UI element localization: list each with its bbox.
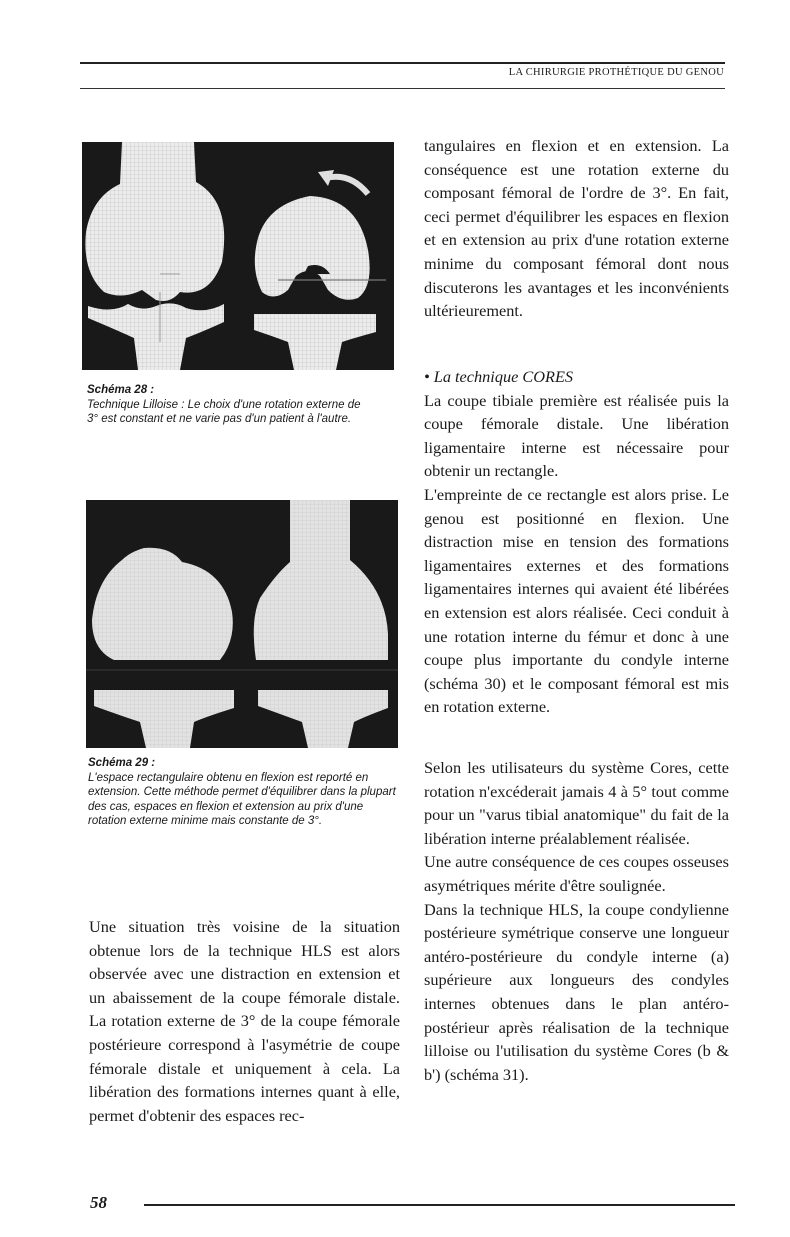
body-paragraph: Dans la technique HLS, la coupe condylienne postérieure symétrique conserve une longueur antéro-postérieure du condyle interne (a) supérieure aux longueurs des condyles internes obtenues dans le plan antéro-postérieur après réalisation de la technique lilloise ou l'utilisation du système Cores (b & b') (schéma 31). bbox=[424, 899, 729, 1084]
body-paragraph: Une autre conséquence de ces coupes osseuses asymétriques mérite d'être soulignée. bbox=[424, 852, 729, 895]
caption-title: Schéma 28 : bbox=[87, 384, 155, 396]
figure-29-knee-diagram bbox=[86, 500, 398, 748]
running-header: LA CHIRURGIE PROTHÉTIQUE DU GENOU bbox=[508, 67, 724, 78]
body-paragraph: Une situation très voisine de la situation obtenue lors de la technique HLS est alors observée avec une distraction en extension et un abaissement de la coupe fémorale distale. La rotation externe de 3° de la coupe fémorale postérieure correspond à l'asymétrie de coupe fémorale distale et uniquement à cela. La libération des formations internes quant à elle, permet d'obtenir des espaces rec- bbox=[89, 917, 400, 1125]
cores-section bbox=[424, 365, 729, 719]
caption-text: Technique Lilloise : Le choix d'une rotation externe de 3° est constant et ne varie pas d'un patient à l'autre. bbox=[87, 398, 361, 425]
page-number: 58 bbox=[90, 1193, 107, 1212]
figure-28-drawing bbox=[82, 142, 394, 370]
right-column-continuation bbox=[424, 134, 729, 323]
figure-28-knee-diagram bbox=[82, 142, 394, 370]
left-column-text bbox=[89, 915, 400, 1127]
figure-29-drawing bbox=[86, 500, 398, 748]
section-heading: • La technique CORES bbox=[424, 367, 574, 386]
users-section bbox=[424, 756, 729, 1086]
figure-29-caption bbox=[88, 756, 401, 829]
caption-text: L'espace rectangulaire obtenu en flexion est reporté en extension. Cette méthode permet d'équilibrer dans la plupart des cas, espaces en flexion et extension au prix d'une rotation externe minime mais constante de 3°. bbox=[88, 771, 396, 827]
body-paragraph: L'empreinte de ce rectangle est alors prise. Le genou est positionné en flexion. Une distraction mise en tension des formations ligamentaires externes et des formations ligamentaires internes qui avaient été libérées en extension est alors réalisée. Ceci conduit à une rotation interne du fémur et donc à une coupe plus importante du condyle interne (schéma 30) et le composant fémoral est mis en rotation externe. bbox=[424, 484, 729, 717]
header-divider bbox=[80, 88, 725, 89]
footer-rule bbox=[144, 1204, 735, 1206]
figure-28-caption bbox=[87, 383, 369, 427]
caption-title: Schéma 29 : bbox=[88, 757, 156, 769]
body-paragraph: Selon les utilisateurs du système Cores, cette rotation n'excéderait jamais 4 à 5° tout comme pour un "varus tibial anatomique" du fait de la libération interne préalablement réalisée. bbox=[424, 758, 729, 848]
body-paragraph: tangulaires en flexion et en extension. La conséquence est une rotation externe du composant fémoral de l'ordre de 3°. En fait, ceci permet d'équilibrer les espaces en flexion et en extension au prix d'une rotation externe minime du composant fémoral dont nous discuterons les avantages et les inconvénients ultérieurement. bbox=[424, 136, 729, 321]
header-rule bbox=[80, 62, 725, 64]
body-paragraph: La coupe tibiale première est réalisée puis la coupe fémorale distale. Une libération ligamentaire interne est nécessaire pour obtenir un rectangle. bbox=[424, 390, 729, 481]
